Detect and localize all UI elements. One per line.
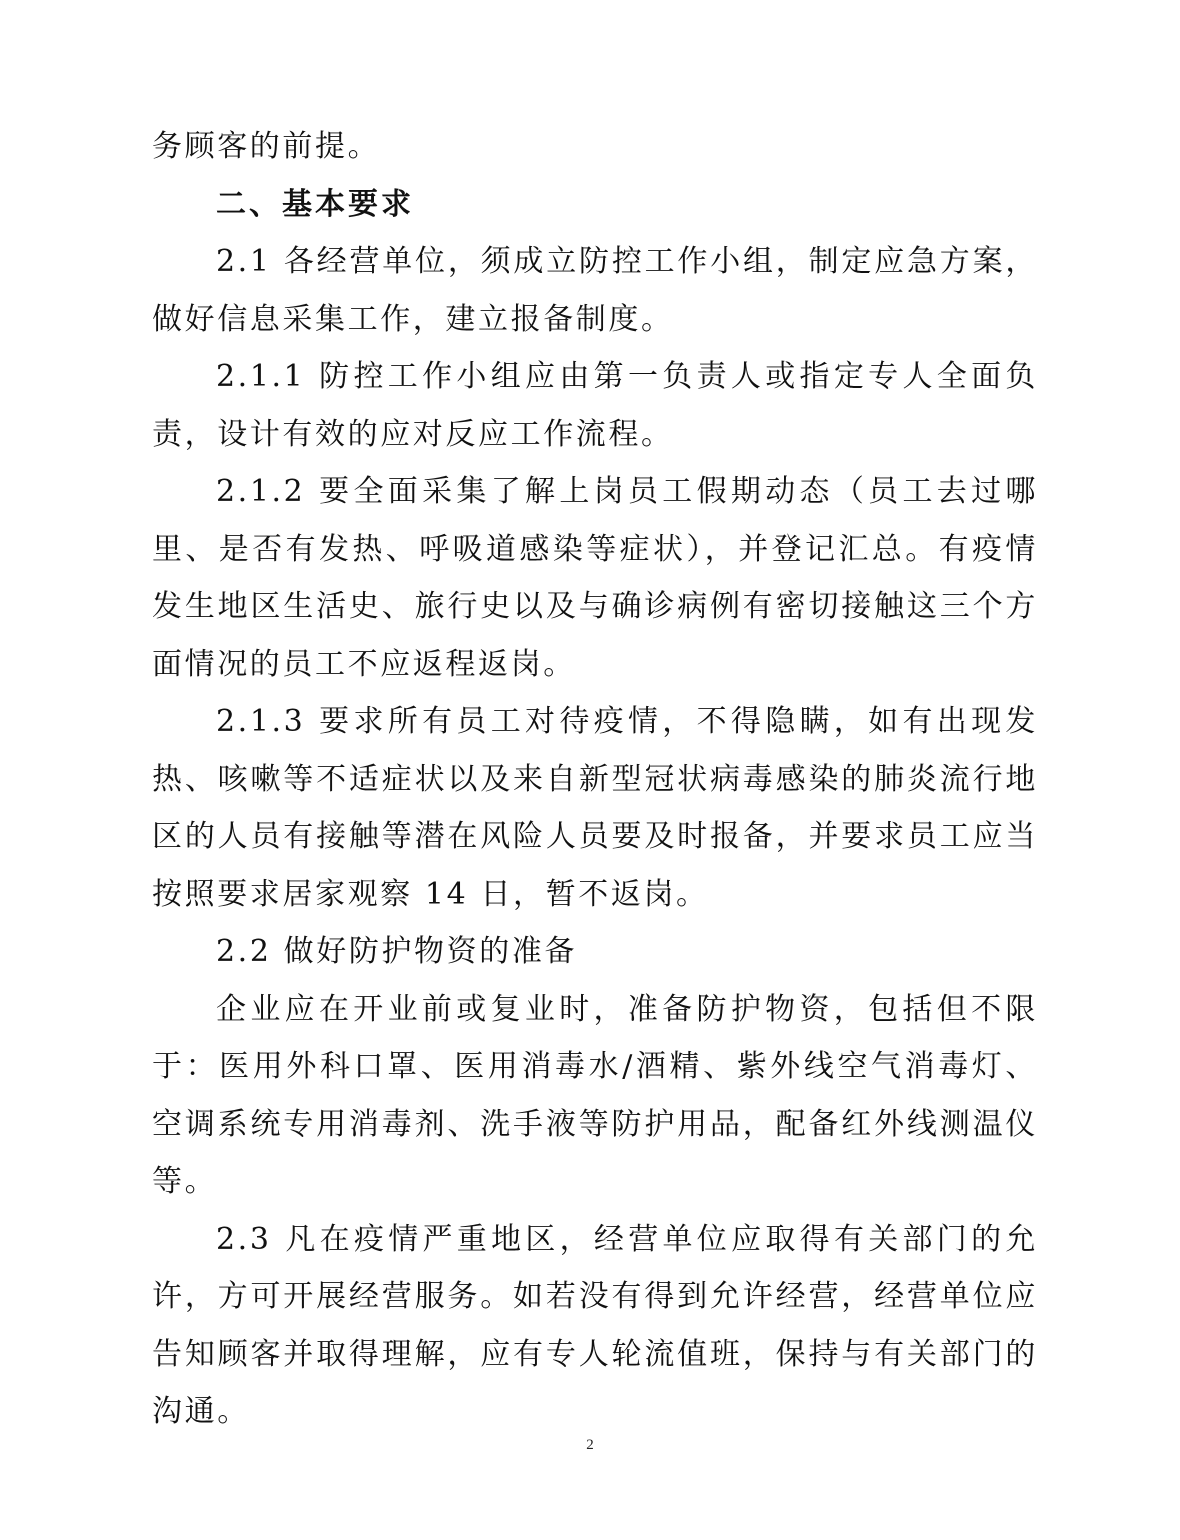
paragraph-2-1-3: 2.1.3 要求所有员工对待疫情，不得隐瞒，如有出现发热、咳嗽等不适症状以及来自新型冠状病毒感染的肺炎流行地区的人员有接触等潜在风险人员要及时报备，并要求员工应当按照要求居家观察 14 日，暂不返岗。 [152,704,1038,912]
paragraph-protective-supplies: 企业应在开业前或复业时，准备防护物资，包括但不限于：医用外科口罩、医用消毒水/酒精、紫外线空气消毒灯、空调系统专用消毒剂、洗手液等防护用品，配备红外线测温仪等。 [152,991,1038,1199]
paragraph-2-2: 2.2 做好防护物资的准备 [216,934,578,969]
page-number: 2 [586,1437,594,1453]
paragraph-continuation: 务顾客的前提。 [152,129,381,164]
paragraph-2-1-1: 2.1.1 防控工作小组应由第一负责人或指定专人全面负责，设计有效的应对反应工作流程。 [152,359,1038,452]
section-heading-basic-requirements: 二、基本要求 [216,186,414,222]
document-body [152,118,1038,1441]
paragraph-2-1-2: 2.1.2 要全面采集了解上岗员工假期动态（员工去过哪里、是否有发热、呼吸道感染等症状），并登记汇总。有疫情发生地区生活史、旅行史以及与确诊病例有密切接触这三个方面情况的员工不应返程返岗。 [152,474,1038,682]
paragraph-2-3: 2.3 凡在疫情严重地区，经营单位应取得有关部门的允许，方可开展经营服务。如若没有得到允许经营，经营单位应告知顾客并取得理解，应有专人轮流值班，保持与有关部门的沟通。 [152,1221,1038,1429]
paragraph-2-1: 2.1 各经营单位，须成立防控工作小组，制定应急方案，做好信息采集工作，建立报备制度。 [152,244,1038,337]
